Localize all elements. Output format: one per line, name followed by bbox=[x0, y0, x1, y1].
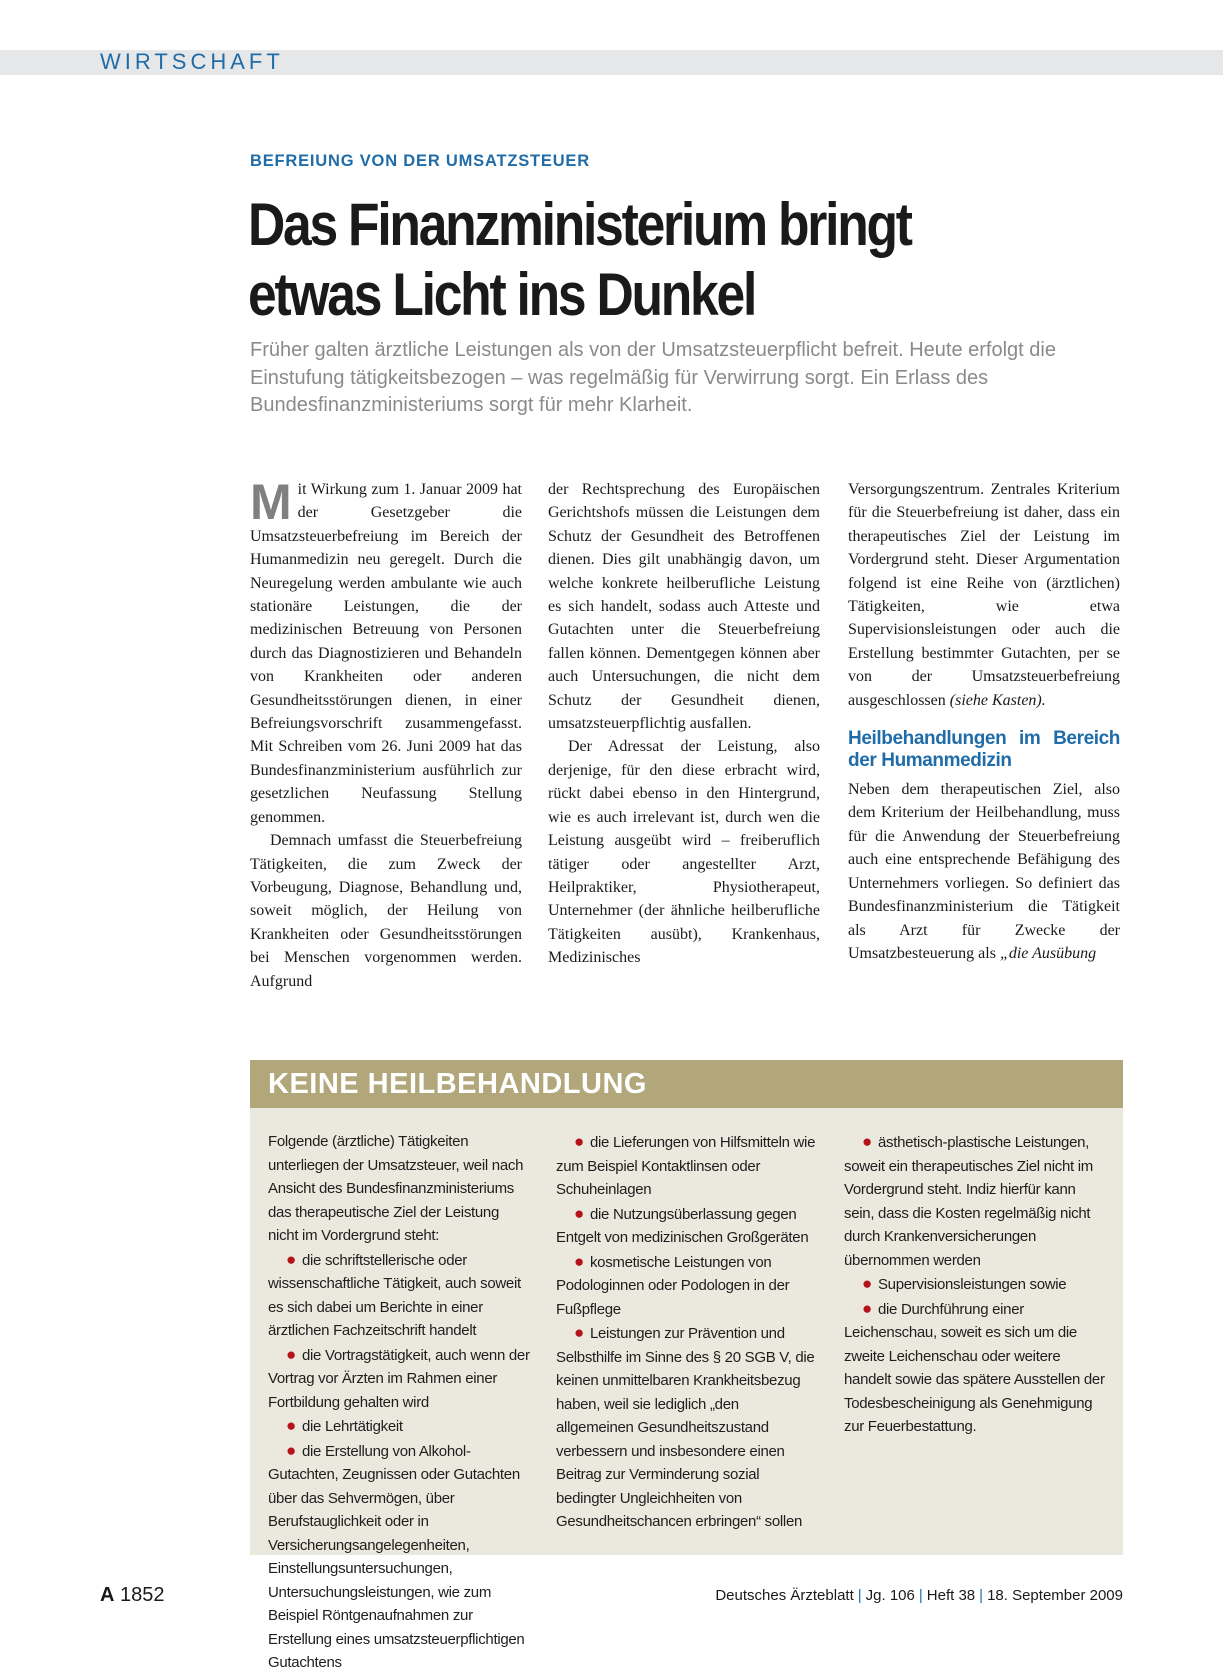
list-item: ● ästhetisch-plastische Leistungen, soweit ein therapeutisches Ziel nicht im Vordergrund steht. Indiz hierfür kann sein, dass die Kosten regelmäßig nicht durch Krankenversicherungen übernommen werden bbox=[844, 1132, 1093, 1269]
section-label: WIRTSCHAFT bbox=[100, 49, 284, 74]
list-item: ● die Erstellung von Alkohol-Gutachten, Zeugnissen oder Gutachten über das Sehvermögen, über Berufstauglichkeit oder in Versicherungsangelegenheiten, Einstellungsuntersuchungen, Untersuchungsleistungen, wie zum Beispiel Röntgenaufnahmen zur Erstellung eines umsatzsteuerpflichtigen Gutachtens bbox=[268, 1440, 525, 1671]
info-box-header bbox=[250, 1060, 1123, 1108]
page-prefix: A bbox=[100, 1584, 115, 1606]
list-item: ● Leistungen zur Prävention und Selbsthilfe im Sinne des § 20 SGB V, die keinen unmittelbaren Krankheitsbezug haben, weil sie lediglich „den allgemeinen Gesundheitszustand verbessern und insbesondere einen Beitrag zur Verminderung sozial bedingter Ungleichheiten von Gesundheitschancen erbringen“ sollen bbox=[556, 1323, 815, 1530]
info-box-column-1 bbox=[268, 1130, 530, 1675]
headline-line-2: etwas Licht ins Dunkel bbox=[248, 261, 756, 328]
bullet-icon: ● bbox=[286, 1344, 296, 1364]
paragraph-text: Versorgungszentrum. Zentrales Kriterium für die Steuerbefreiung ist daher, dass ein therapeutisches Ziel der Leistung im Vordergrund steht. Dieser Argumentation folgend ist eine Reihe von (ärztlichen) Tätigkeiten, wie etwa Supervisionsleistungen oder auch die Erstellung bestimmter Gutachten, per se von der Umsatzsteuerbefreiung ausgeschlossen bbox=[848, 481, 1120, 709]
drop-cap: M bbox=[250, 474, 292, 530]
paragraph: Demnach umfasst die Steuerbefreiung Tätigkeiten, die zum Zweck der Vorbeugung, Diagnose, Behandlung und, soweit möglich, der Heilung von Krankheiten oder Gesundheitsstörungen bei Menschen vorgenommen werden. Aufgrund bbox=[250, 832, 522, 990]
paragraph bbox=[848, 778, 1120, 965]
paragraph-text: it Wirkung zum 1. Januar 2009 hat der Gesetzgeber die Umsatzsteuerbefreiung im Bereich der Humanmedizin neu geregelt. Durch die Neuregelung werden ambulante wie auch stationäre Leistungen, die der medizinischen Betreuung von Personen durch das Diagnostizieren und Behandeln von Krankheiten oder anderen Gesundheitsstörungen dienen, in einer Befreiungsvorschrift zusammengefasst. Mit Schreiben vom 26. Juni 2009 hat das Bundesfinanzministerium ausführlich zur gesetzlichen Neufassung Stellung genommen. bbox=[250, 481, 522, 826]
journal-name: Deutsches Ärzteblatt bbox=[715, 1587, 854, 1604]
list-item: ● die schriftstellerische oder wissenschaftliche Tätigkeit, auch soweit es sich dabei um Berichte in einer ärztlichen Fachzeitschrift handelt bbox=[268, 1249, 521, 1339]
quote-start: „die Ausübung bbox=[999, 944, 1097, 962]
paragraph bbox=[250, 474, 522, 829]
journal-issue: Heft 38 bbox=[926, 1587, 976, 1604]
bullet-icon: ● bbox=[286, 1249, 296, 1269]
bullet-icon: ● bbox=[574, 1132, 584, 1151]
info-box-column-2 bbox=[556, 1130, 818, 1534]
paragraph: der Rechtsprechung des Europäischen Gerichtshofs müssen die Leistungen dem Schutz der Gesundheit des Betroffenen dienen. Dies gilt unabhängig davon, um welche konkrete heilberufliche Leistung es sich handelt, sodass auch Atteste und Gutachten unter die Steuerbefreiung fallen können. Dementgegen können aber auch Untersuchungen, die nicht dem Schutz der Gesundheit dienen, umsatzsteuerpflichtig ausfallen. bbox=[548, 481, 820, 733]
article-column-2 bbox=[548, 478, 820, 970]
article-column-1 bbox=[250, 474, 522, 993]
list-item: ● kosmetische Leistungen von Podologinnen oder Podologen in der Fußpflege bbox=[556, 1251, 790, 1318]
bullet-icon: ● bbox=[862, 1132, 872, 1151]
journal-footer: Deutsches Ärzteblatt | Jg. 106 | Heft 38 | 18. September 2009 bbox=[715, 1587, 1123, 1604]
list-item: ● die Nutzungsüberlassung gegen Entgelt von medizinischen Großgeräten bbox=[556, 1203, 809, 1246]
info-box-title: KEINE HEILBEHANDLUNG bbox=[268, 1068, 647, 1100]
bullet-icon: ● bbox=[286, 1416, 296, 1435]
headline-line-1: Das Finanzministerium bringt bbox=[248, 191, 911, 258]
list-item: ● die Durchführung einer Leichenschau, soweit es sich um die zweite Leichenschau oder weitere handelt sowie das spätere Ausstellen der Todesbescheinigung als Genehmigung zur Feuerbestattung. bbox=[844, 1298, 1105, 1435]
list-item: ● die Lieferungen von Hilfsmitteln wie zum Beispiel Kontaktlinsen oder Schuheinlagen bbox=[556, 1132, 816, 1198]
bullet-icon: ● bbox=[862, 1298, 872, 1318]
article-lead: Früher galten ärztliche Leistungen als von der Umsatzsteuerpflicht befreit. Heute erfolgt die Einstufung tätigkeitsbezogen – was regelmäßig für Verwirrung sorgt. Ein Erlass des Bundesfinanzministeriums sorgt für mehr Klarheit. bbox=[250, 339, 1056, 416]
list-item: ● Supervisionsleistungen sowie bbox=[862, 1274, 1067, 1293]
bullet-icon: ● bbox=[862, 1274, 872, 1293]
article-column-3 bbox=[848, 478, 1120, 965]
list-item: ● die Vortragstätigkeit, auch wenn der Vortrag vor Ärzten im Rahmen einer Fortbildung gehalten wird bbox=[268, 1344, 530, 1411]
page-number bbox=[100, 1584, 165, 1607]
paragraph-text: Neben dem therapeutischen Ziel, also dem Kriterium der Heilbehandlung, muss für die Anwendung der Steuerbefreiung auch eine entsprechende Befähigung des Unternehmers vorliegen. So definiert das Bundesfinanzministerium die Tätigkeit als Arzt für Zwecke der Umsatzbesteuerung als bbox=[848, 781, 1120, 962]
bullet-icon: ● bbox=[574, 1203, 584, 1223]
article-headline bbox=[248, 190, 1056, 330]
paragraph: Der Adressat der Leistung, also derjenige, für den diese erbracht wird, rückt dabei ebenso in den Hintergrund, wie es auch irrelevant ist, durch wen die Leistung ausgeübt wird – freiberuflich tätiger oder angestellter Arzt, Heilpraktiker, Physiotherapeut, Unternehmer (der ähnliche heilberufliche Tätigkeiten ausübt), Krankenhaus, Medizinisches bbox=[548, 738, 820, 967]
article-kicker: BEFREIUNG VON DER UMSATZSTEUER bbox=[250, 152, 590, 170]
bullet-icon: ● bbox=[574, 1251, 584, 1271]
article-subhead: Heilbehandlungen im Bereich der Humanmedizin bbox=[848, 728, 1120, 772]
box-reference: (siehe Kasten). bbox=[949, 691, 1046, 709]
info-box-intro: Folgende (ärztliche) Tätigkeiten unterliegen der Umsatzsteuer, weil nach Ansicht des Bundesfinanzministeriums das therapeutische Ziel der Leistung nicht im Vordergrund steht: bbox=[268, 1133, 524, 1244]
bullet-icon: ● bbox=[286, 1440, 296, 1460]
bullet-icon: ● bbox=[574, 1323, 584, 1342]
journal-date: 18. September 2009 bbox=[987, 1587, 1123, 1604]
page-number-value: 1852 bbox=[120, 1584, 165, 1606]
list-item: ● die Lehrtätigkeit bbox=[286, 1416, 403, 1435]
paragraph bbox=[848, 478, 1120, 712]
journal-volume: Jg. 106 bbox=[865, 1587, 915, 1604]
info-box-column-3 bbox=[844, 1130, 1106, 1439]
